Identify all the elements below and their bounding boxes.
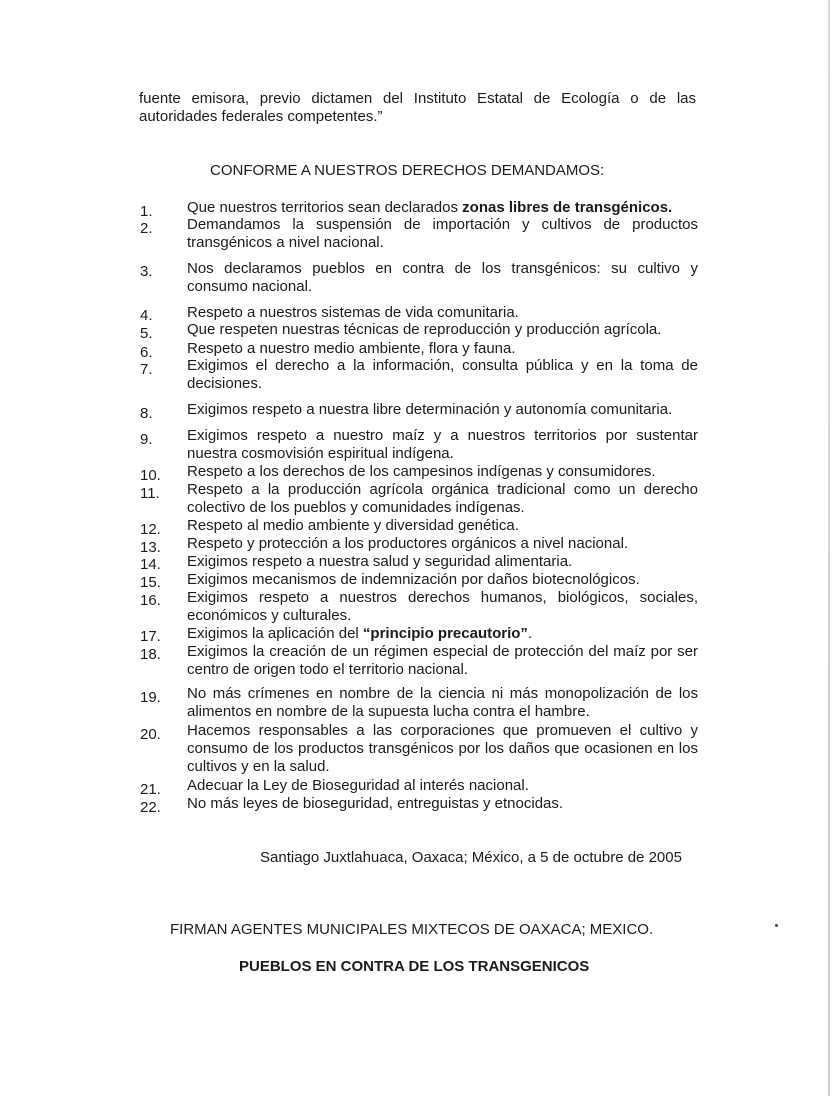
list-item-emphasis: zonas libres de transgénicos. (462, 199, 673, 216)
list-item-number: 16. (140, 592, 161, 609)
list-item-text: Que nuestros territorios sean declarados zonas libres de transgénicos. (187, 199, 673, 216)
list-item-text: No más leyes de bioseguridad, entreguistas y etnocidas. (187, 795, 564, 812)
list-item-emphasis: “principio precautorio” (362, 625, 528, 642)
demands-heading-text: CONFORME A NUESTROS DERECHOS DEMANDAMOS: (210, 162, 605, 179)
list-item-number: 5. (140, 325, 153, 342)
list-item-number: 18. (140, 646, 161, 663)
list-item-text: Adecuar la Ley de Bioseguridad al interés nacional. (187, 777, 529, 794)
list-item-number: 13. (140, 539, 161, 556)
list-item-text: Respeto a nuestro medio ambiente, flora y fauna. (187, 340, 516, 357)
list-item-text: Respeto a los derechos de los campesinos indígenas y consumidores. (187, 463, 656, 480)
list-item-text: Exigimos la creación de un régimen especial de protección del maíz por ser centro de origen todo el territorio nacional. (187, 643, 698, 678)
list-item-text: Exigimos respeto a nuestros derechos humanos, biológicos, sociales, económicos y culturales. (187, 589, 698, 624)
list-item-number: 10. (140, 467, 161, 484)
signatories-line: FIRMAN AGENTES MUNICIPALES MIXTECOS DE OAXACA; MEXICO. (170, 921, 654, 938)
list-item-text: Respeto al medio ambiente y diversidad genética. (187, 517, 519, 534)
list-item-text: Demandamos la suspensión de importación y cultivos de productos transgénicos a nivel nacional. (187, 216, 698, 251)
scan-edge-shadow (828, 0, 830, 1096)
list-item-number: 20. (140, 726, 161, 743)
list-item-number: 1. (140, 203, 153, 220)
scan-speck (775, 924, 778, 927)
list-item-text: No más crímenes en nombre de la ciencia ni más monopolización de los alimentos en nombre de la supuesta lucha contra el hambre. (187, 685, 698, 720)
closing-title: PUEBLOS EN CONTRA DE LOS TRANSGENICOS (239, 958, 590, 975)
list-item-number: 12. (140, 521, 161, 538)
list-item-text: Exigimos mecanismos de indemnización por daños biotecnológicos. (187, 571, 640, 588)
list-item-text: Exigimos la aplicación del “principio precautorio”. (187, 625, 533, 642)
list-item-number: 14. (140, 556, 161, 573)
list-item-number: 22. (140, 799, 161, 816)
list-item-number: 8. (140, 405, 153, 422)
list-item-number: 4. (140, 307, 153, 324)
list-item-text: Exigimos respeto a nuestra salud y seguridad alimentaria. (187, 553, 573, 570)
list-item-number: 2. (140, 220, 153, 237)
list-item-text: Exigimos el derecho a la información, consulta pública y en la toma de decisiones. (187, 357, 698, 392)
list-item-text: Respeto y protección a los productores orgánicos a nivel nacional. (187, 535, 629, 552)
list-item-number: 15. (140, 574, 161, 591)
list-item-number: 6. (140, 344, 153, 361)
list-item-text: Nos declaramos pueblos en contra de los transgénicos: su cultivo y consumo nacional. (187, 260, 698, 295)
intro-text: fuente emisora, previo dictamen del Instituto Estatal de Ecología o de las autoridades federales competentes.” (139, 90, 696, 125)
list-item-number: 7. (140, 361, 153, 378)
place-and-date: Santiago Juxtlahuaca, Oaxaca; México, a 5 de octubre de 2005 (260, 849, 682, 866)
list-item-number: 3. (140, 263, 153, 280)
list-item-text: Exigimos respeto a nuestra libre determinación y autonomía comunitaria. (187, 401, 673, 418)
list-item-text: Exigimos respeto a nuestro maíz y a nuestros territorios por sustentar nuestra cosmovisión espiritual indígena. (187, 427, 698, 462)
list-item-number: 21. (140, 781, 161, 798)
list-item-number: 19. (140, 689, 161, 706)
list-item-number: 9. (140, 431, 153, 448)
list-item-number: 17. (140, 628, 161, 645)
list-item-text: Respeto a nuestros sistemas de vida comunitaria. (187, 304, 519, 321)
list-item-text: Hacemos responsables a las corporaciones que promueven el cultivo y consumo de los productos transgénicos por los daños que ocasionen en los cultivos y en la salud. (187, 722, 698, 775)
list-item-text: Que respeten nuestras técnicas de reproducción y producción agrícola. (187, 321, 662, 338)
intro-paragraph (139, 90, 696, 126)
list-item-text: Respeto a la producción agrícola orgánica tradicional como un derecho colectivo de los pueblos y comunidades indígenas. (187, 481, 698, 516)
list-item-number: 11. (140, 485, 160, 502)
